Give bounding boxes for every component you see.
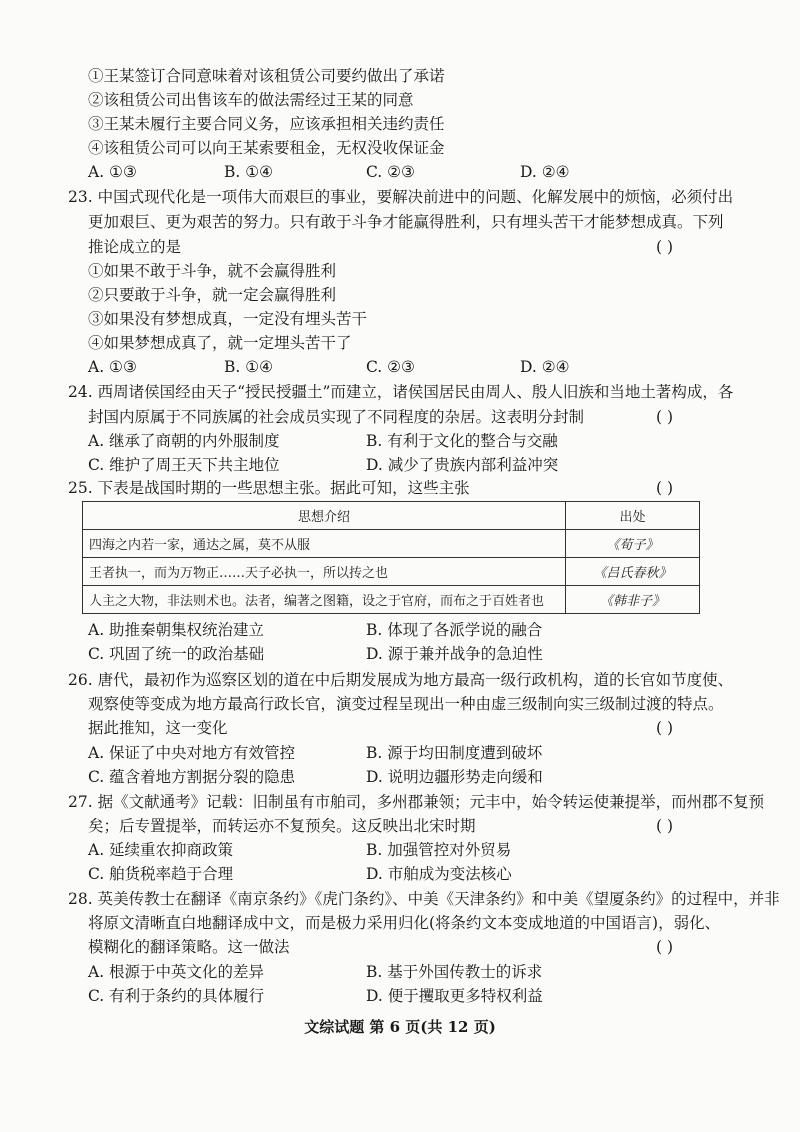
- q23-item-3: ③如果没有梦想成真，一定没有埋头苦干: [88, 310, 368, 328]
- q28-option-a[interactable]: A. 根源于中英文化的差异: [88, 963, 265, 981]
- table-header-intro: 思想介绍: [83, 502, 566, 530]
- thought-table: [82, 501, 700, 614]
- q25-option-a[interactable]: A. 助推秦朝集权统治建立: [88, 621, 265, 639]
- q26-stem-2: 观察使等变成为地方最高行政长官，演变过程呈现出一种由虚三级制向实三级制过渡的特点。: [88, 695, 724, 713]
- q24-option-b[interactable]: B. 有利于文化的整合与交融: [366, 432, 558, 450]
- q28-option-d[interactable]: D. 便于攫取更多特权利益: [366, 987, 543, 1005]
- q23-option-d[interactable]: D. ②④: [520, 358, 570, 376]
- q25-option-d[interactable]: D. 源于兼并战争的急迫性: [366, 645, 543, 663]
- q28-stem-2: 将原文清晰直白地翻译成中文，而是极力采用归化(将条约文本变成地道的中国语言)，弱化、: [88, 914, 721, 932]
- q23-option-a[interactable]: A. ①③: [88, 358, 137, 376]
- q24-answer-paren[interactable]: ( ): [656, 408, 674, 426]
- q27-answer-paren[interactable]: ( ): [656, 817, 674, 835]
- page-footer: 文综试题 第 6 页(共 12 页): [304, 1018, 496, 1036]
- q23-item-1: ①如果不敢于斗争，就不会赢得胜利: [88, 262, 337, 280]
- q23-item-2: ②只要敢于斗争，就一定会赢得胜利: [88, 286, 337, 304]
- q22-item-3: ③王某未履行主要合同义务，应该承担相关违约责任: [88, 115, 445, 133]
- table-cell-intro: 王者执一，而为万物正……天子必执一，所以抟之也: [83, 558, 566, 586]
- q23-stem-1: 23. 中国式现代化是一项伟大而艰巨的事业，要解决前进中的问题、化解发展中的烦恼，必须付出: [68, 188, 734, 206]
- q28-option-c[interactable]: C. 有利于条约的具体履行: [88, 987, 265, 1005]
- q28-answer-paren[interactable]: ( ): [656, 938, 674, 956]
- q25-answer-paren[interactable]: ( ): [656, 479, 674, 497]
- q26-stem-1: 26. 唐代，最初作为巡察区划的道在中后期发展成为地方最高一级行政机构，道的长官如节度使、: [68, 671, 734, 689]
- q28-stem-3: 模糊化的翻译策略。这一做法: [88, 938, 290, 956]
- table-header-row: [83, 502, 700, 530]
- q25-stem: 25. 下表是战国时期的一些思想主张。据此可知，这些主张: [68, 479, 470, 497]
- q26-answer-paren[interactable]: ( ): [656, 719, 674, 737]
- q24-option-d[interactable]: D. 减少了贵族内部利益冲突: [366, 456, 559, 474]
- table-row: [83, 558, 700, 586]
- q24-stem-1: 24. 西周诸侯国经由天子“授民授疆土”而建立，诸侯国居民由周人、殷人旧族和当地土著构成，各: [68, 383, 734, 401]
- q24-option-a[interactable]: A. 继承了商朝的内外服制度: [88, 432, 280, 450]
- q23-option-b[interactable]: B. ①④: [224, 358, 274, 376]
- q22-option-b[interactable]: B. ①④: [224, 163, 274, 181]
- table-cell-source: 《韩非子》: [566, 586, 700, 614]
- q26-option-b[interactable]: B. 源于均田制度遭到破坏: [366, 744, 543, 762]
- q26-option-a[interactable]: A. 保证了中央对地方有效管控: [88, 744, 296, 762]
- q27-option-c[interactable]: C. 舶货税率趋于合理: [88, 865, 234, 883]
- table-row: [83, 586, 700, 614]
- q28-stem-1: 28. 英美传教士在翻译《南京条约》《虎门条约》、中美《天津条约》和中美《望厦条约》的过程中，并非: [68, 890, 780, 908]
- q27-stem-2: 矣；后专置提举，而转运亦不复预矣。这反映出北宋时期: [88, 817, 476, 835]
- q27-option-a[interactable]: A. 延续重农抑商政策: [88, 841, 234, 859]
- q26-stem-3: 据此推知，这一变化: [88, 719, 228, 737]
- q22-item-2: ②该租赁公司出售该车的做法需经过王某的同意: [88, 91, 414, 109]
- q25-option-c[interactable]: C. 巩固了统一的政治基础: [88, 645, 265, 663]
- table-cell-intro: 人主之大物，非法则术也。法者，编著之图籍，设之于官府，而布之于百姓者也: [83, 586, 566, 614]
- q27-option-d[interactable]: D. 市舶成为变法核心: [366, 865, 512, 883]
- q22-option-a[interactable]: A. ①③: [88, 163, 137, 181]
- q23-stem-3: 推论成立的是: [88, 238, 182, 256]
- q24-stem-2: 封国内原属于不同族属的社会成员实现了不同程度的杂居。这表明分封制: [88, 408, 585, 426]
- table-cell-source: 《吕氏春秋》: [566, 558, 700, 586]
- table-header-source: 出处: [566, 502, 700, 530]
- q24-option-c[interactable]: C. 维护了周王天下共主地位: [88, 456, 280, 474]
- q22-item-4: ④该租赁公司可以向王某索要租金，无权没收保证金: [88, 139, 445, 157]
- q23-item-4: ④如果梦想成真了，就一定埋头苦干了: [88, 334, 352, 352]
- q23-answer-paren[interactable]: ( ): [656, 238, 674, 256]
- q26-option-c[interactable]: C. 蕴含着地方割据分裂的隐患: [88, 768, 296, 786]
- q28-option-b[interactable]: B. 基于外国传教士的诉求: [366, 963, 543, 981]
- q23-stem-2: 更加艰巨、更为艰苦的努力。只有敢于斗争才能赢得胜利，只有埋头苦干才能梦想成真。下列: [88, 213, 724, 231]
- q26-option-d[interactable]: D. 说明边疆形势走向缓和: [366, 768, 543, 786]
- q22-option-c[interactable]: C. ②③: [366, 163, 415, 181]
- table-cell-source: 《荀子》: [566, 530, 700, 558]
- q27-stem-1: 27. 据《文献通考》记载：旧制虽有市舶司，多州郡兼领；元丰中，始令转运使兼提举，而州郡不复预: [68, 793, 765, 811]
- table-cell-intro: 四海之内若一家，通达之属，莫不从服: [83, 530, 566, 558]
- table-row: [83, 530, 700, 558]
- q22-item-1: ①王某签订合同意味着对该租赁公司要约做出了承诺: [88, 67, 445, 85]
- q22-option-d[interactable]: D. ②④: [520, 163, 570, 181]
- q25-option-b[interactable]: B. 体现了各派学说的融合: [366, 621, 543, 639]
- q23-option-c[interactable]: C. ②③: [366, 358, 415, 376]
- q27-option-b[interactable]: B. 加强管控对外贸易: [366, 841, 512, 859]
